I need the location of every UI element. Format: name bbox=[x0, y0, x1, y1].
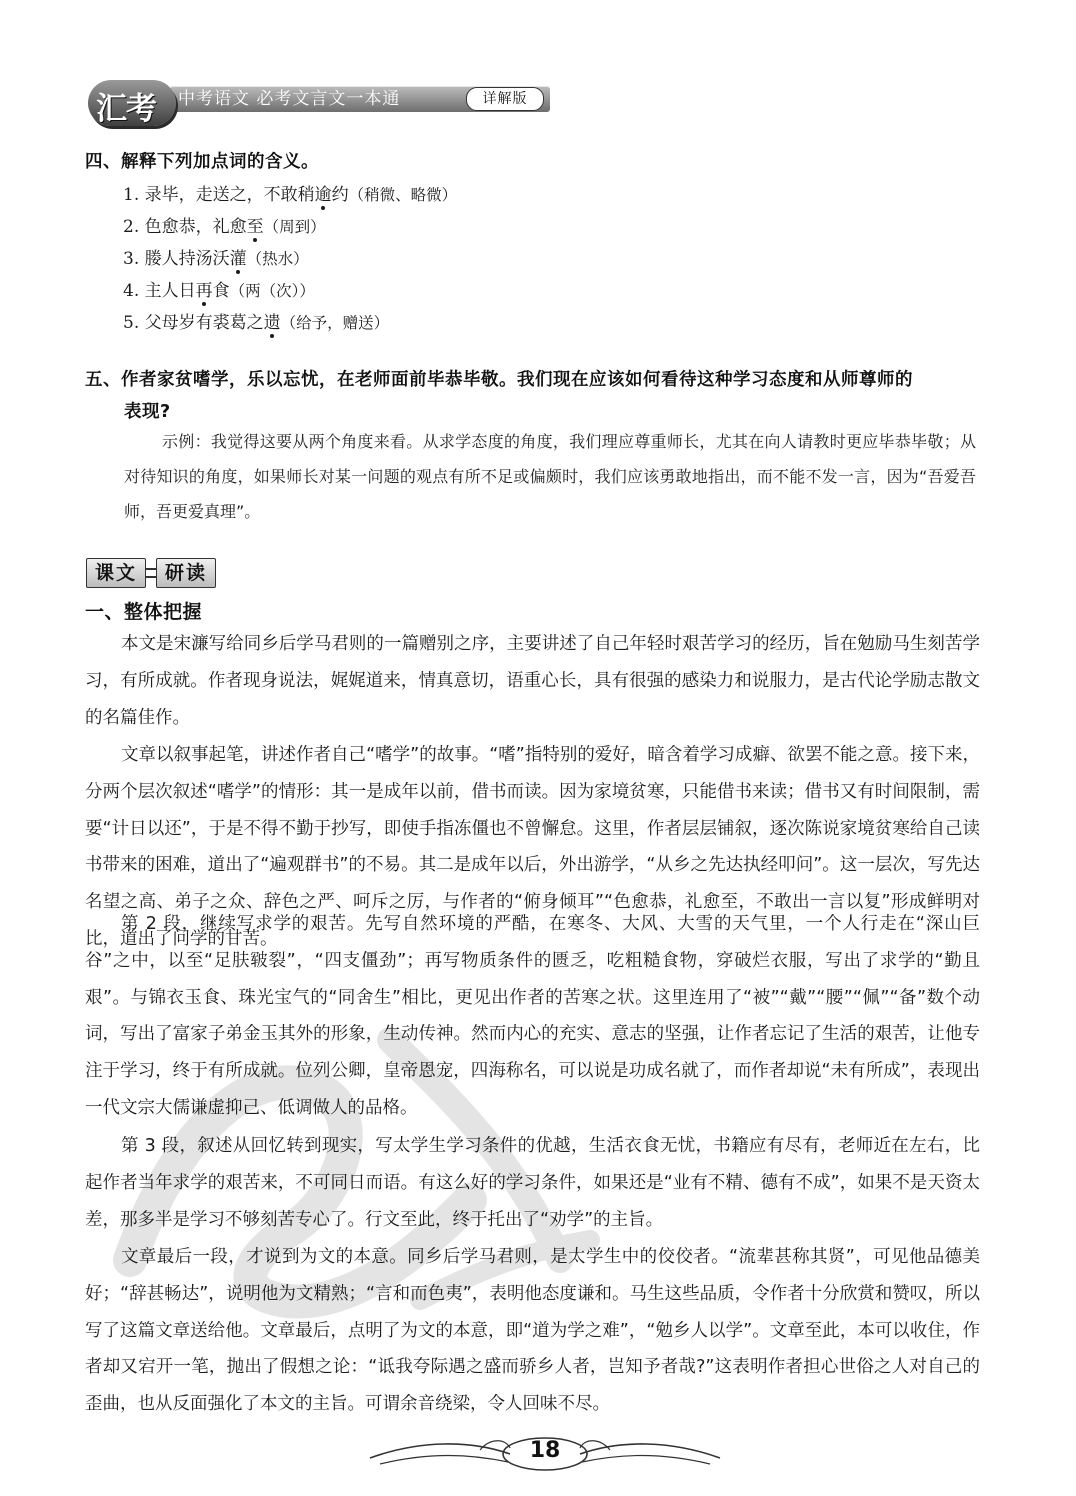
section4-title: 四、解释下列加点词的含义。 bbox=[85, 152, 319, 172]
dotted-word: 灌 bbox=[230, 244, 247, 269]
page-number: 18 bbox=[529, 1438, 561, 1463]
dotted-word: 逾 bbox=[315, 180, 332, 205]
paragraph: 文章以叙事起笔，讲述作者自己“嗜学”的故事。“嗜”指特别的爱好，暗含着学习成癖、欲罢不能之意。接下来，分两个层次叙述“嗜学”的情形：其一是成年以前，借书而读。因为家境贫寒，只能借书来读；借书又有时间限制，需要“计日以还”，于是不得不勤于抄写，即使手指冻僵也不曾懈怠。这里，作者层层铺叙，逐次陈说家境贫寒给自己读书带来的困难，道出了“遍观群书”的不易。其二是成年以后，外出游学，“从乡之先达执经叩问”。这一层次，写先达名望之高、弟子之众、辞色之严、呵斥之厉，与作者的“俯身倾耳”“色愈恭，礼愈至，不敢出一言以复”形成鲜明对比，道出了问学的甘苦。 bbox=[85, 745, 980, 949]
dotted-word: 至 bbox=[247, 212, 264, 237]
edition-badge: 详解版 bbox=[466, 87, 544, 111]
paragraph: 第 3 段，叙述从回忆转到现实，写太学生学习条件的优越，生活衣食无忧，书籍应有尽有，老师近在左右，比起作者当年求学的艰苦来，不可同日而语。有这么好的学习条件，如果还是“业有不精、德有不成”，如果不是天资太差，那多半是学习不够刻苦专心了。行文至此，终于托出了“劝学”的主旨。 bbox=[85, 1136, 980, 1230]
section5-title-cont: 表现? bbox=[124, 402, 171, 422]
series-title: 中考语文 必考文言文一本通 bbox=[178, 89, 401, 109]
list-item: 5. 父母岁有裘葛之遗（给予，赠送） bbox=[123, 308, 389, 333]
overview-title: 一、整体把握 bbox=[85, 601, 203, 623]
page-footer bbox=[360, 1430, 730, 1480]
answer-text: （周到） bbox=[263, 218, 326, 236]
tag-connector bbox=[146, 568, 156, 578]
list-item: 4. 主人日再食（两（次）） bbox=[123, 276, 315, 301]
list-item: 1. 录毕，走送之，不敢稍逾约（稍微、略微） bbox=[123, 180, 457, 205]
answer-text: （稍微、略微） bbox=[348, 186, 458, 204]
list-item: 3. 媵人持汤沃灌（热水） bbox=[123, 244, 309, 269]
sample-answer: 示例：我觉得这要从两个角度来看。从求学态度的角度，我们理应尊重师长，尤其在向人请教时更应毕恭毕敬；从对待知识的角度，如果师长对某一问题的观点有所不足或偏颇时，我们应该勇敢地指出，而不能不发一言，因为“吾爱吾师，吾更爱真理”。 bbox=[124, 432, 976, 521]
dotted-word: 再 bbox=[196, 276, 213, 301]
brand-logo-text: 汇考 bbox=[96, 91, 156, 127]
page-header bbox=[78, 70, 558, 132]
dotted-word: 遗 bbox=[264, 308, 281, 333]
answer-text: （热水） bbox=[246, 250, 309, 268]
paragraph: 第 2 段，继续写求学的艰苦。先写自然环境的严酷，在寒冬、大风、大雪的天气里，一个人行走在“深山巨谷”之中，以至“足肤皲裂”，“四支僵劲”；再写物质条件的匮乏，吃粗糙食物，穿破烂衣服，写出了求学的“勤且艰”。与锦衣玉食、珠光宝气的“同舍生”相比，更见出作者的苦寒之状。这里连用了“被”“戴”“腰”“佩”“备”数个动词，写出了富家子弟金玉其外的形象，生动传神。然而内心的充实、意志的坚强，让作者忘记了生活的艰苦，让他专注于学习，终于有所成就。位列公卿，皇帝恩宠，四海称名，可以说是功成名就了，而作者却说“未有所成”，表现出一代文宗大儒谦虚抑己、低调做人的品格。 bbox=[85, 914, 980, 1118]
list-item: 2. 色愈恭，礼愈至（周到） bbox=[123, 212, 326, 237]
section5-title: 五、作者家贫嗜学，乐以忘忧，在老师面前毕恭毕敬。我们现在应该如何看待这种学习态度和从师尊师的 bbox=[85, 370, 913, 390]
tag-right: 研读 bbox=[156, 558, 216, 588]
paragraph: 本文是宋濂写给同乡后学马君则的一篇赠别之序，主要讲述了自己年轻时艰苦学习的经历，旨在勉励马生刻苦学习，有所成就。作者现身说法，娓娓道来，情真意切，语重心长，具有很强的感染力和说服力，是古代论学励志散文的名篇佳作。 bbox=[85, 634, 980, 728]
tag-left: 课文 bbox=[86, 558, 146, 588]
answer-text: （两（次）） bbox=[229, 282, 315, 300]
paragraph: 文章最后一段，才说到为文的本意。同乡后学马君则，是太学生中的佼佼者。“流辈甚称其贤”，可见他品德美好；“辞甚畅达”，说明他为文精熟；“言和而色夷”，表明他态度谦和。马生这些品质，令作者十分欣赏和赞叹，所以写了这篇文章送给他。文章最后，点明了为文的本意，即“道为学之难”，“勉乡人以学”。文章至此，本可以收住，作者却又宕开一笔，抛出了假想之论：“诋我夸际遇之盛而骄乡人者，岂知予者哉?”这表明作者担心世俗之人对自己的歪曲，也从反面强化了本文的主旨。可谓余音绕梁，令人回味不尽。 bbox=[85, 1247, 980, 1415]
section-tag bbox=[86, 557, 216, 589]
answer-text: （给予，赠送） bbox=[280, 314, 390, 332]
